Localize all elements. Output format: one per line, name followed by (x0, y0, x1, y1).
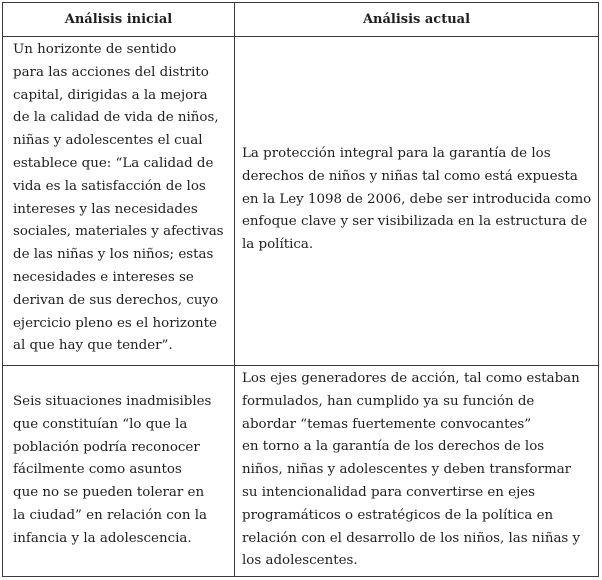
text-line: programáticos o estratégicos de la política en (242, 507, 554, 523)
comparison-table (2, 2, 599, 577)
text-line: enfoque clave y ser visibilizada en la estructura de (242, 214, 588, 230)
text-line: formulados, han cumplido ya su función de (242, 393, 535, 409)
text-line: población podría reconocer (13, 439, 200, 455)
text-line: para las acciones del distrito (13, 64, 209, 80)
text-line: niñas y adolescentes el cual (13, 133, 203, 149)
text-line: que no se pueden tolerar en (13, 485, 205, 501)
text-line: La protección integral para la garantía de los (242, 146, 551, 161)
text-line: su intencionalidad para convertirse en ejes (242, 484, 536, 500)
text-line: establece que: “La calidad de (13, 155, 214, 171)
table-header-row (3, 3, 598, 37)
text-line: intereses y las necesidades (13, 201, 198, 217)
header-analisis-actual: Análisis actual (362, 12, 471, 27)
text-line: Seis situaciones inadmisibles (13, 394, 212, 409)
text-line: la política. (242, 237, 314, 253)
text-line: Un horizonte de sentido (13, 42, 177, 57)
text-line: fácilmente como asuntos (13, 462, 182, 478)
text-line: en torno a la garantía de los derechos de los (242, 439, 545, 455)
column-divider (234, 3, 235, 576)
text-line: ejercicio pleno es el horizonte (13, 315, 217, 331)
text-line: capital, dirigidas a la mejora (13, 87, 208, 103)
text-line: abordar “temas fuertemente convocantes” (242, 416, 532, 432)
text-line: los adolescentes. (242, 553, 358, 569)
text-line: necesidades e intereses se (13, 269, 194, 285)
text-line: de la calidad de vida de niños, (13, 110, 219, 126)
text-line: en la Ley 1098 de 2006, debe ser introducida como (242, 191, 592, 207)
text-line: vida es la satisfacción de los (13, 178, 206, 194)
text-line: derivan de sus derechos, cuyo (13, 292, 219, 308)
row-divider (3, 365, 598, 366)
text-line: Los ejes generadores de acción, tal como estaban (242, 371, 580, 386)
text-line: sociales, materiales y afectivas (13, 224, 224, 240)
row-2-initial-cell (13, 391, 231, 551)
text-line: niños, niñas y adolescentes y deben transformar (242, 462, 572, 478)
header-analisis-inicial: Análisis inicial (64, 12, 173, 27)
row-1-current-cell (242, 143, 594, 257)
text-line: de las niñas y los niños; estas (13, 247, 214, 263)
text-line: relación con el desarrollo de los niños, las niñas y (242, 530, 581, 546)
text-line: derechos de niños y niñas tal como está expuesta (242, 168, 578, 184)
row-1-initial-cell (13, 39, 231, 358)
text-line: la ciudad” en relación con la (13, 507, 207, 523)
text-line: infancia y la adolescencia. (13, 530, 192, 546)
row-2-current-cell (242, 368, 594, 573)
text-line: que constituían “lo que la (13, 416, 188, 432)
text-line: al que hay que tender”. (13, 338, 173, 354)
